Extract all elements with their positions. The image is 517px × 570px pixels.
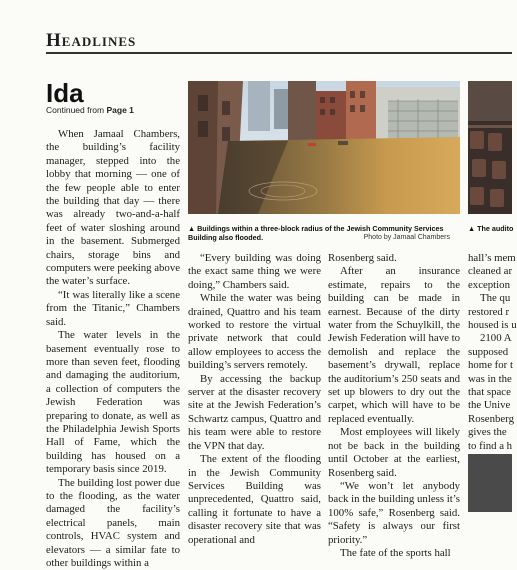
cropped-line: Rosenberg [468, 412, 514, 425]
continued-prefix: Continued from [46, 105, 107, 115]
paragraph: “Every building was doing the exact same thing we were doing,” Chambers said. [188, 252, 321, 291]
cropped-line: restored r [468, 305, 510, 318]
caption-text: ▲ Buildings within a three-block radius of the Jewish Community Services Building also flooded. [188, 224, 444, 242]
cropped-line: supposed [468, 345, 509, 358]
paragraph: The extent of the flooding in the Jewish Community Services Building was unprecedented, Quattro said, calling it fortunate to have a disaster recovery site that was operational and [188, 453, 321, 546]
cropped-line: gives the [468, 426, 507, 439]
article-column-1 [46, 128, 181, 569]
cropped-line: cleaned ar [468, 265, 513, 278]
sidebar-box [468, 454, 512, 512]
paragraph: “We won’t let anybody back in the building unless it’s 100% safe,” Rosenberg said. “Safety is always our first priority.” [328, 479, 460, 546]
cropped-line: hall’s mem [468, 252, 516, 264]
cropped-line: 2100 A [480, 332, 512, 345]
flood-photo [188, 81, 460, 214]
paragraph: Rosenberg said. [328, 252, 397, 264]
article-headline: Ida [46, 78, 84, 108]
paragraph: The fate of the sports hall [340, 546, 451, 559]
cropped-line: that space [468, 386, 511, 399]
cropped-line: housed is u [468, 319, 517, 332]
article-column-2 [188, 252, 321, 546]
paragraph: After an insurance estimate, repairs to the building can be made in earnest. Because of the dirty water from the Schuylkill, the Jewish Federation will have to demolish and replace the basement’s drywall, replace the auditorium’s 250 seats and set up blowers to dry out the carpet, which will have to be replaced eventually. [328, 265, 460, 425]
paragraph: Most employees will likely not be back in the building until October at the earliest, Rosenberg said. [328, 426, 460, 479]
paragraph: The building lost power due to the flooding, as the water damaged the facility’s electrical panels, main controls, HVAC system and elevators — a similar fate to other buildings within a [46, 476, 180, 569]
paragraph: When Jamaal Chambers, the building’s facility manager, stepped into the lobby that morning — one of the few people able to enter the building that day — there was already two-and-a-half feet of water sloshing around in the basement. Submerged chairs, storage bins and computers were peeking above the water’s surface. [46, 128, 181, 288]
paragraph: The water levels in the basement eventually rose to more than seven feet, flooding and damaging the auditorium, a collection of computers the Jewish Federation was preparing to donate, as well as the Philadelphia Jewish Sports Hall of Fame, which the building has housed on a temporary basis since 2019. [46, 329, 180, 476]
cropped-line: The qu [480, 292, 511, 305]
paragraph: By accessing the backup server at the disaster recovery site at the Jewish Federation’s Schwartz campus, Quattro and his team were able to restore the VPN that day. [188, 372, 321, 452]
continued-from [46, 105, 134, 115]
flood-photo-caption [188, 224, 460, 242]
section-rule [46, 52, 512, 54]
cropped-line: was in the [468, 372, 512, 385]
photo-credit: Photo by Jamaal Chambers [363, 234, 450, 241]
flood-photo-image [188, 81, 460, 214]
cropped-line: to find a h [468, 439, 513, 452]
section-title: Headlines [46, 30, 137, 51]
paragraph: While the water was being drained, Quattro and his team worked to restore the virtual private network that could allow employees to access the building’s servers remotely. [188, 292, 321, 372]
auditorium-photo [468, 81, 512, 214]
paragraph: “It was literally like a scene from the Titanic,” Chambers said. [46, 288, 180, 328]
continued-page-link[interactable]: Page 1 [106, 105, 134, 115]
auditorium-photo-image [468, 81, 512, 214]
cropped-line: the Unive [468, 399, 511, 412]
cropped-line: exception [468, 278, 510, 291]
article-column-3 [328, 252, 460, 559]
cropped-line: home for t [468, 359, 513, 372]
auditorium-photo-caption: ▲ The audito [468, 224, 514, 233]
